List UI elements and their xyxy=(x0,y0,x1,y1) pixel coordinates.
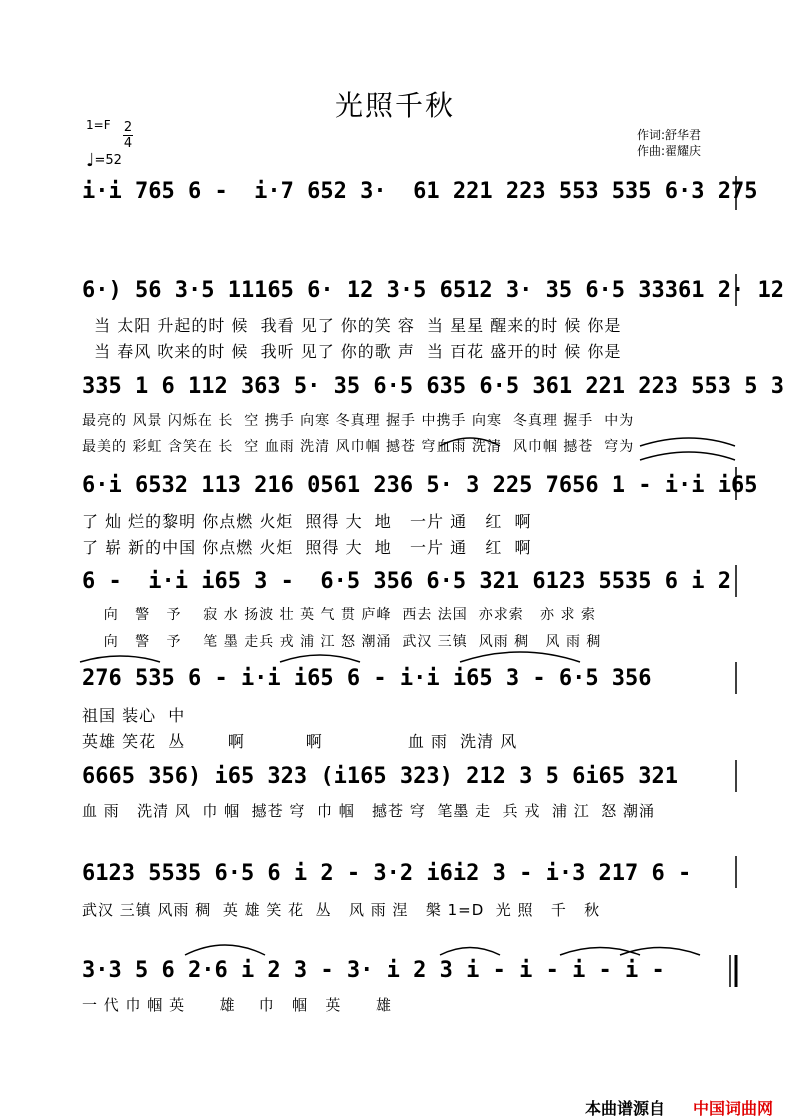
notation-line: 6123 5535 6·5 6 i 2 - 3·2 i6i2 3 - i·3 217 6 - xyxy=(82,861,692,886)
notation-line: 335 1 6 112 363 5· 35 6·5 635 6·5 361 221 223 553 5 3 xyxy=(82,374,784,399)
quarter-note-icon: ♩ xyxy=(86,150,95,171)
composer: 作曲:翟耀庆 xyxy=(637,144,702,158)
lyric-line: 武汉 三镇 风雨 稠 英 雄 笑 花 丛 风 雨 涅 槃 1=D 光 照 千 秋 xyxy=(82,901,601,919)
lyric-line: 英雄 笑花 丛 啊 啊 血 雨 洗清 风 xyxy=(82,732,518,751)
lyric-line: 最亮的 风景 闪烁在 长 空 携手 向寒 冬真理 握手 中携手 向寒 冬真理 握手 中为 xyxy=(82,413,635,429)
lyric-line: 当 春风 吹来的时 候 我听 见了 你的歌 声 当 百花 盛开的时 候 你是 xyxy=(82,342,622,361)
notation-line: 3·3 5 6 2·6 i 2 3 - 3· i 2 3 i - i - i - i - xyxy=(82,958,665,983)
lyric-line: 了 崭 新的中国 你点燃 火炬 照得 大 地 一片 通 红 啊 xyxy=(82,538,532,557)
lyric-line: 一 代 巾 帼 英 雄 巾 帼 英 雄 xyxy=(82,996,392,1014)
lyric-line: 血 雨 洗清 风 巾 帼 撼苍 穹 巾 帼 撼苍 穹 笔墨 走 兵 戎 浦 江 怒 潮涌 xyxy=(82,802,656,820)
lyric-line: 祖国 装心 中 xyxy=(82,706,186,725)
lyric-line: 向 警 予 笔 墨 走兵 戎 浦 江 怒 潮涌 武汉 三镇 风雨 稠 风 雨 稠 xyxy=(82,634,602,650)
notation-line: 6·i 6532 113 216 0561 236 5· 3 225 7656 1 - i·i i65 xyxy=(82,473,758,498)
key-label: 1=F xyxy=(86,118,111,132)
footer-source-label: 本曲谱源自 xyxy=(585,1099,666,1118)
notation-line: 6 - i·i i65 3 - 6·5 356 6·5 321 6123 5535 6 i 2 xyxy=(82,569,732,594)
notation-line: 276 535 6 - i·i i65 6 - i·i i65 3 - 6·5 356 xyxy=(82,666,652,691)
notation-line: i·i 765 6 - i·7 652 3· 61 221 223 553 535 6·3 275 xyxy=(82,179,758,204)
time-bottom: 4 xyxy=(123,136,133,151)
notation-line: 6·) 56 3·5 11165 6· 12 3·5 6512 3· 35 6·5 33361 2· 12 xyxy=(82,278,784,303)
lyric-line: 当 太阳 升起的时 候 我看 见了 你的笑 容 当 星星 醒来的时 候 你是 xyxy=(82,316,622,335)
time-top: 2 xyxy=(123,120,133,135)
lyricist: 作词:舒华君 xyxy=(637,128,702,142)
lyric-line: 最美的 彩虹 含笑在 长 空 血雨 洗清 风巾帼 撼苍 穹血雨 洗清 风巾帼 撼苍 穹为 xyxy=(82,439,635,455)
footer-site-link[interactable]: 中国词曲网 xyxy=(693,1099,774,1118)
page-title: 光照千秋 xyxy=(334,89,455,122)
lyric-line: 了 灿 烂的黎明 你点燃 火炬 照得 大 地 一片 通 红 啊 xyxy=(82,512,532,531)
notation-line: 6665 356) i65 323 (i165 323) 212 3 5 6i65 321 xyxy=(82,764,679,789)
tempo-value: =52 xyxy=(94,153,122,168)
lyric-line: 向 警 予 寂 水 扬波 壮 英 气 贯 庐峰 西去 法国 亦求索 亦 求 索 xyxy=(82,607,596,623)
